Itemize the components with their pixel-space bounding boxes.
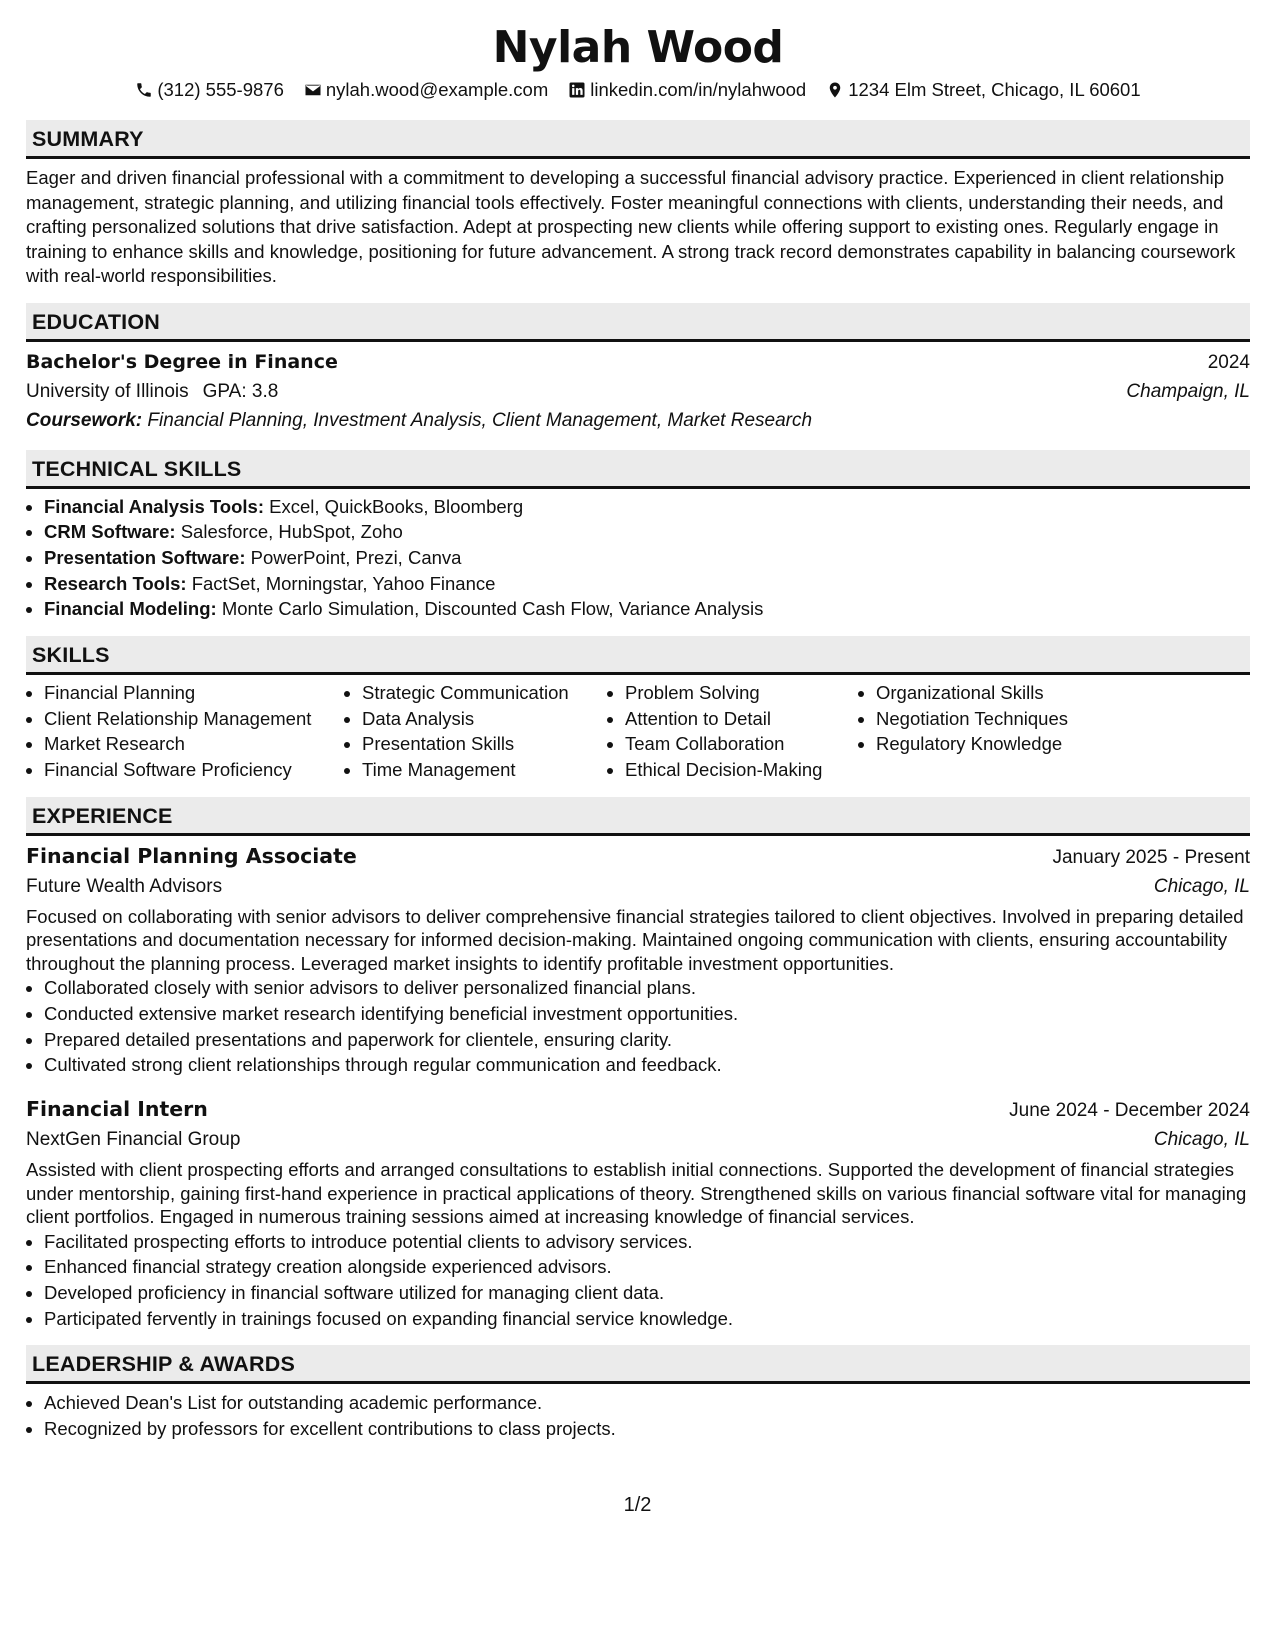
degree-title: Bachelor's Degree in Finance xyxy=(26,350,338,373)
job-dates: January 2025 - Present xyxy=(1052,846,1250,868)
leadership-list xyxy=(26,1390,1250,1441)
job-bullets xyxy=(26,1229,1250,1332)
education-heading: EDUCATION xyxy=(26,303,1250,342)
map-pin-icon xyxy=(826,81,844,99)
job-location: Chicago, IL xyxy=(1153,875,1250,897)
list-item: • Problem Solving xyxy=(625,680,858,706)
list-item: • Facilitated prospecting efforts to introduce potential clients to advisory services. xyxy=(44,1229,1250,1255)
company-name: NextGen Financial Group xyxy=(26,1129,241,1151)
skills-column xyxy=(858,680,1176,783)
leadership-heading: LEADERSHIP & AWARDS xyxy=(26,1345,1250,1384)
experience-section xyxy=(26,797,1250,1332)
list-item: • Enhanced financial strategy creation alongside experienced advisors. xyxy=(44,1254,1250,1280)
phone-icon xyxy=(135,81,153,99)
list-item: • Cultivated strong client relationships through regular communication and feedback. xyxy=(44,1052,1250,1078)
list-item: • Data Analysis xyxy=(362,706,607,732)
list-item: • Market Research xyxy=(44,731,344,757)
phone-text: (312) 555-9876 xyxy=(157,79,284,100)
list-item: • Financial Planning xyxy=(44,680,344,706)
resume-page xyxy=(26,22,1250,1442)
list-item: • Participated fervently in trainings focused on expanding financial service knowledge. xyxy=(44,1306,1250,1332)
job-title: Financial Intern xyxy=(26,1097,208,1122)
list-item: • CRM Software: Salesforce, HubSpot, Zoho xyxy=(44,519,1250,545)
job-location: Chicago, IL xyxy=(1153,1129,1250,1151)
list-item: • Conducted extensive market research identifying beneficial investment opportunities. xyxy=(44,1001,1250,1027)
experience-entry xyxy=(26,841,1250,1078)
page-number: 1/2 xyxy=(623,1494,652,1516)
list-item: • Team Collaboration xyxy=(625,731,858,757)
job-description: Focused on collaborating with senior advisors to deliver comprehensive financial strategies tailored to client objectives. Involved in preparing detailed presentations and documentation necessary for informed decision-making. Maintained ongoing communication with clients, ensuring accountability throughout the planning process. Leveraged market insights to identify profitable investment opportunities. xyxy=(26,905,1244,974)
leadership-section xyxy=(26,1345,1250,1441)
list-item: • Collaborated closely with senior advisors to deliver personalized financial plans. xyxy=(44,975,1250,1001)
coursework-label: Coursework: xyxy=(26,409,143,431)
contact-linkedin[interactable] xyxy=(568,78,806,102)
list-item: • Time Management xyxy=(362,757,607,783)
skills-column xyxy=(344,680,607,783)
envelope-icon xyxy=(304,81,322,99)
skills-section xyxy=(26,636,1250,783)
list-item: • Presentation Software: PowerPoint, Prezi, Canva xyxy=(44,545,1250,571)
list-item: • Ethical Decision-Making xyxy=(625,757,858,783)
gpa-value: GPA: 3.8 xyxy=(202,380,279,402)
job-description: Assisted with client prospecting efforts and arranged consultations to establish initial connections. Supported the development of financial strategies under mentorship, gaining first-hand experience in practical applications of theory. Strengthened skills on various financial software vital for managing client portfolios. Engaged in numerous training sessions aimed at increasing knowledge of financial services. xyxy=(26,1159,1247,1228)
contact-phone xyxy=(135,78,284,102)
list-item: • Achieved Dean's List for outstanding academic performance. xyxy=(44,1390,1250,1416)
job-title: Financial Planning Associate xyxy=(26,843,357,868)
list-item: • Presentation Skills xyxy=(362,731,607,757)
contact-email[interactable] xyxy=(304,78,548,102)
technical-skills-heading: TECHNICAL SKILLS xyxy=(26,450,1250,489)
list-item: • Strategic Communication xyxy=(362,680,607,706)
summary-section xyxy=(26,120,1250,289)
experience-heading: EXPERIENCE xyxy=(26,797,1250,836)
list-item: • Financial Analysis Tools: Excel, QuickBooks, Bloomberg xyxy=(44,494,1250,520)
technical-skills-list xyxy=(26,494,1250,623)
address-text: 1234 Elm Street, Chicago, IL 60601 xyxy=(848,79,1141,100)
list-item: • Financial Modeling: Monte Carlo Simulation, Discounted Cash Flow, Variance Analysis xyxy=(44,596,1250,622)
coursework-list: Financial Planning, Investment Analysis, Client Management, Market Research xyxy=(147,409,813,431)
linkedin-link[interactable]: linkedin.com/in/nylahwood xyxy=(590,79,807,100)
list-item: • Research Tools: FactSet, Morningstar, Yahoo Finance xyxy=(44,571,1250,597)
company-name: Future Wealth Advisors xyxy=(26,875,223,897)
list-item: • Prepared detailed presentations and paperwork for clientele, ensuring clarity. xyxy=(44,1027,1250,1053)
list-item: • Recognized by professors for excellent contributions to class projects. xyxy=(44,1416,1250,1442)
education-section xyxy=(26,303,1250,436)
skills-column xyxy=(26,680,344,783)
experience-entry xyxy=(26,1094,1250,1331)
email-link[interactable]: nylah.wood@example.com xyxy=(325,79,549,100)
list-item: • Regulatory Knowledge xyxy=(876,731,1176,757)
technical-skills-section xyxy=(26,450,1250,623)
list-item: • Negotiation Techniques xyxy=(876,706,1176,732)
skills-heading: SKILLS xyxy=(26,636,1250,675)
job-bullets xyxy=(26,975,1250,1078)
summary-text: Eager and driven financial professional with a commitment to developing a successful financial advisory practice. Experienced in client relationship management, strategic planning, and utilizing financial tools effectively. Foster meaningful connections with clients, understanding their needs, and crafting personalized solutions that drive satisfaction. Adept at prospecting new clients while offering support to existing ones. Regularly engage in training to enhance skills and knowledge, positioning for future advancement. A strong track record demonstrates capability in balancing coursework with real-world responsibilities. xyxy=(26,167,1236,286)
job-dates: June 2024 - December 2024 xyxy=(1009,1100,1250,1122)
list-item: • Attention to Detail xyxy=(625,706,858,732)
contact-address xyxy=(826,78,1140,102)
skills-column xyxy=(607,680,858,783)
list-item: • Developed proficiency in financial software utilized for managing client data. xyxy=(44,1280,1250,1306)
skills-grid xyxy=(26,680,1250,783)
contact-bar xyxy=(26,78,1250,102)
linkedin-icon xyxy=(568,81,586,99)
list-item: • Financial Software Proficiency xyxy=(44,757,344,783)
school-location: Champaign, IL xyxy=(1126,380,1250,402)
graduation-year: 2024 xyxy=(1207,351,1250,373)
candidate-name: Nylah Wood xyxy=(492,22,784,73)
list-item: • Client Relationship Management xyxy=(44,706,344,732)
school-name: University of Illinois xyxy=(26,380,189,402)
coursework-line xyxy=(26,406,1250,436)
list-item: • Organizational Skills xyxy=(876,680,1176,706)
summary-heading: SUMMARY xyxy=(26,120,1250,159)
